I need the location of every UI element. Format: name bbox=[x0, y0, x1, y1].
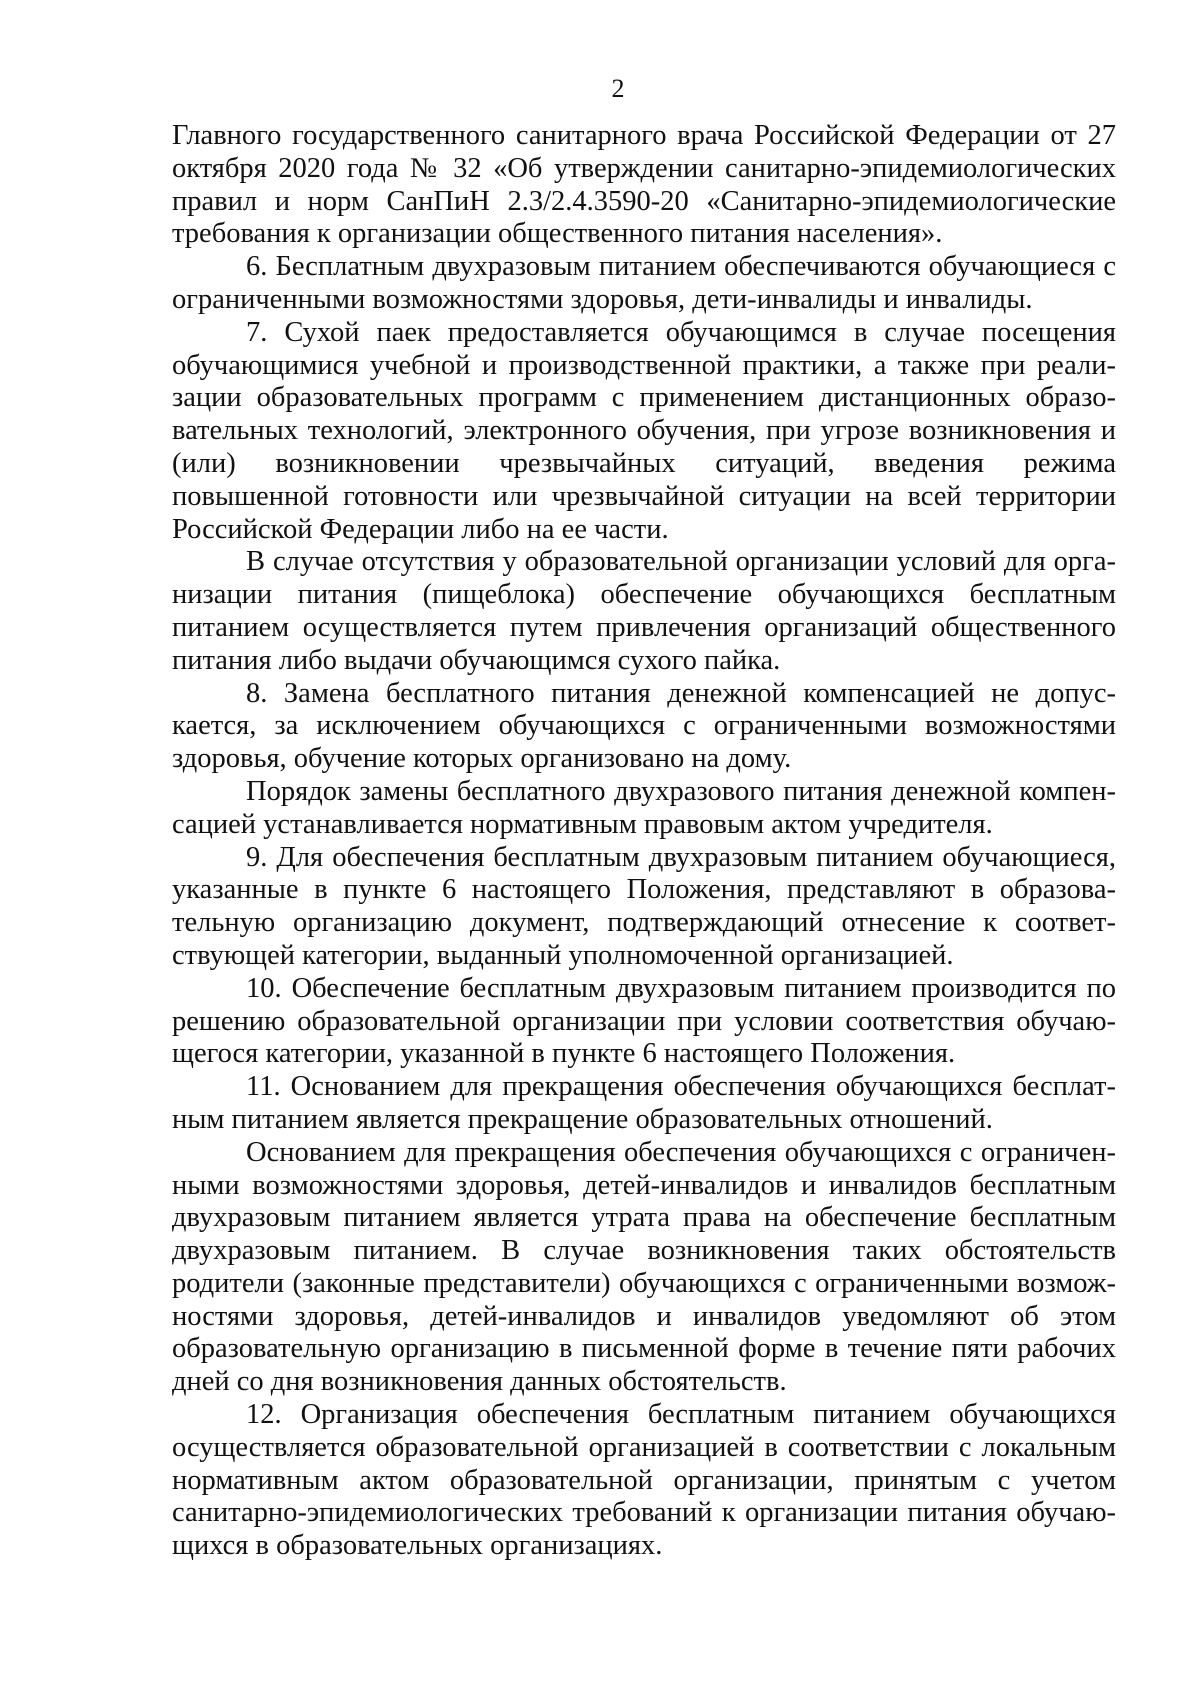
paragraph-item-11-continued: Основанием для прекращения обеспечения обучающихся с ограниченными возможностями здоровья, детей-инвалидов и инвалидов бесплатным двухразовым питанием является утрата права на обеспечение бесплатным двухразовым питанием. В случае возникновения таких обстоятельств родители (законные представители) обучающихся с ограниченными возможностями здоровья, детей-инвалидов и инвалидов уведомляют об этом образовательную организацию в письменной форме в течение пяти рабочих дней со дня возникновения данных обстоятельств. bbox=[172, 1136, 1116, 1398]
paragraph-item-8: 8. Замена бесплатного питания денежной компенсацией не допускается, за исключением обучающихся с ограниченными возможностями здоровья, обучение которых организовано на дому. bbox=[172, 677, 1116, 775]
document-body bbox=[172, 120, 1116, 1563]
paragraph-item-11: 11. Основанием для прекращения обеспечения обучающихся бесплатным питанием является прекращение образовательных отношений. bbox=[172, 1071, 1116, 1135]
paragraph-item-10: 10. Обеспечение бесплатным двухразовым питанием производится по решению образовательной организации при условии соответствия обучающегося категории, указанной в пункте 6 настоящего Положения. bbox=[172, 972, 1116, 1070]
page-number: 2 bbox=[611, 74, 625, 103]
paragraph-item-9: 9. Для обеспечения бесплатным двухразовым питанием обучающиеся, указанные в пункте 6 настоящего Положения, представляют в образовательную организацию документ, подтверждающий отнесение к соответствующей категории, выданный уполномоченной организацией. bbox=[172, 841, 1116, 971]
paragraph-continuation: Главного государственного санитарного врача Российской Федерации от 27 октября 2020 года № 32 «Об утверждении санитарно-эпидемиологических правил и норм СанПиН 2.3/2.4.3590-20 «Санитарно-эпидемиологические требования к организации общественного питания населения». bbox=[172, 120, 1116, 250]
paragraph-item-8-continued: Порядок замены бесплатного двухразового питания денежной компенсацией устанавливается нормативным правовым актом учредителя. bbox=[172, 775, 1116, 840]
paragraph-item-12: 12. Организация обеспечения бесплатным питанием обучающихся осуществляется образовательной организацией в соответствии с локальным нормативным актом образовательной организации, принятым с учетом санитарно-эпидемиологических требований к организации питания обучающихся в образовательных организациях. bbox=[172, 1399, 1116, 1562]
paragraph-item-6: 6. Бесплатным двухразовым питанием обеспечиваются обучающиеся с ограниченными возможностями здоровья, дети-инвалиды и инвалиды. bbox=[172, 251, 1116, 315]
paragraph-item-7: 7. Сухой паек предоставляется обучающимся в случае посещения обучающимися учебной и производственной практики, а также при реализации образовательных программ с применением дистанционных образовательных технологий, электронного обучения, при угрозе возникновения и (или) возникновении чрезвычайных ситуаций, введения режима повышенной готовности или чрезвычайной ситуации на всей территории Российской Федерации либо на ее части. bbox=[172, 316, 1116, 545]
paragraph-item-7-continued: В случае отсутствия у образовательной организации условий для организации питания (пищеблока) обеспечение обучающихся бесплатным питанием осуществляется путем привлечения организаций общественного питания либо выдачи обучающимся сухого пайка. bbox=[172, 546, 1116, 676]
